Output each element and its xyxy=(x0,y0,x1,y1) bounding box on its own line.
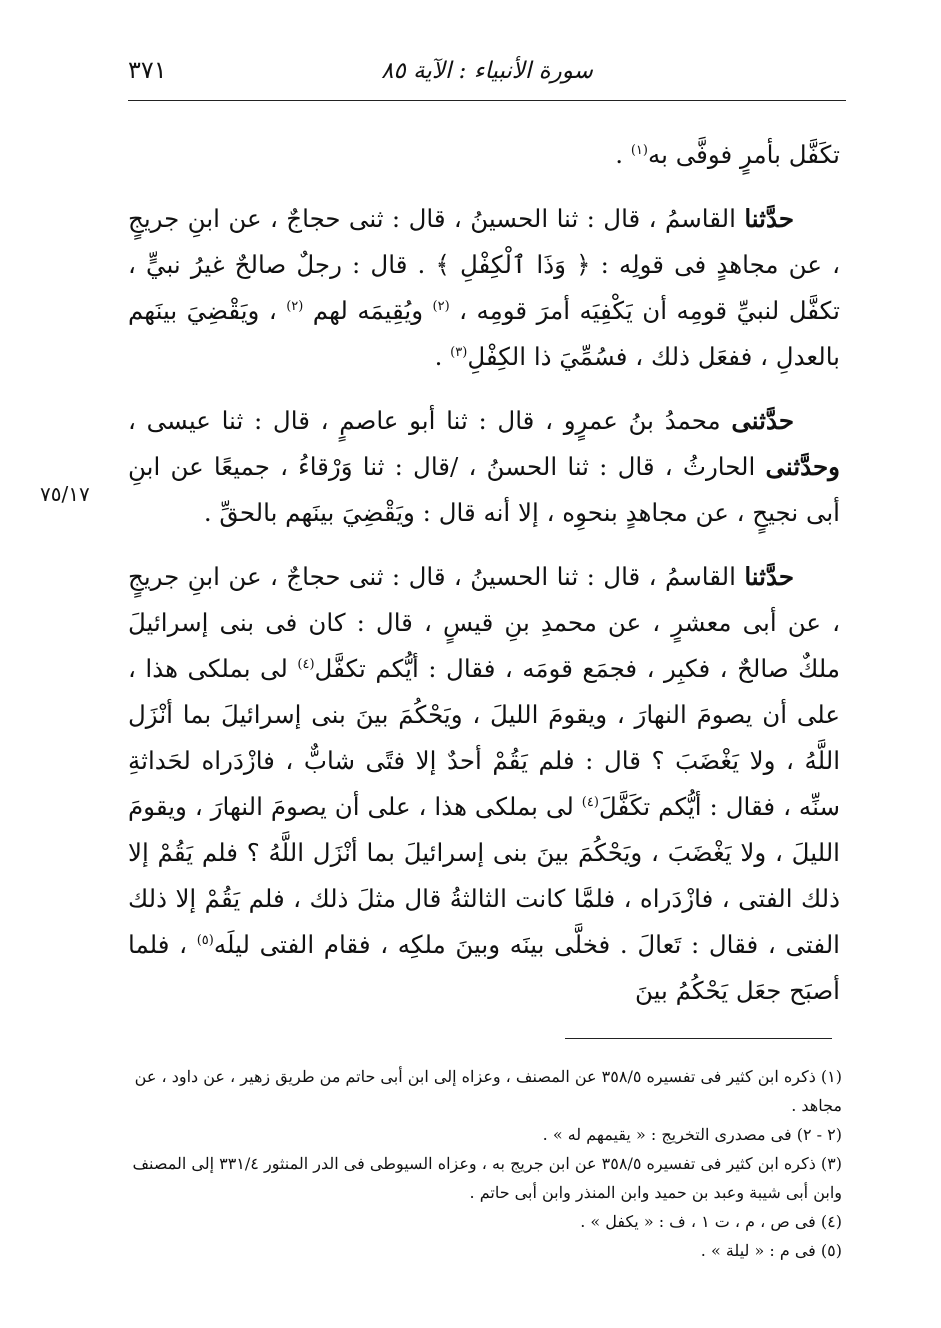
paragraph-3: حدَّثنى محمدُ بنُ عمرٍو ، قال : ثنا أبو عاصمٍ ، قال : ثنا عيسى ، وحدَّثنى الحارثُ ، قال : ثنا الحسنُ ، /قال : ثنا وَرْقاءُ ، جميعًا عن ابنِ أبى نجيحٍ ، عن مجاهدٍ بنحوِه ، إلا أنه قال : ويَقْضِيَ بينَهم بالحقِّ . xyxy=(128,406,840,527)
footnote-marker: (٥) xyxy=(196,932,214,948)
main-text xyxy=(128,132,840,1032)
running-header xyxy=(128,50,846,101)
footnote: (١) ذكره ابن كثير فى تفسيره ٣٥٨/٥ عن المصنف ، وعزاه إلى ابن أبى حاتم من طريق زهير ، عن داود ، عن مجاهد . xyxy=(134,1067,842,1115)
footnote-separator xyxy=(565,1038,832,1039)
footnote-marker: (١) xyxy=(630,142,648,158)
paragraph-4: حدَّثنا القاسمُ ، قال : ثنا الحسينُ ، قال : ثنى حجاجٌ ، عن ابنِ جريجٍ ، عن أبى معشرٍ ، عن محمدِ بنِ قيسٍ ، قال : كان فى بنى إسرائيلَ ملكٌ صالحٌ ، فكبِر ، فجمَع قومَه ، فقال : أيُّكم تكفَّل$^{(٤)}$ لى بملكى هذا ، على أن يصومَ النهارَ ، ويقومَ الليلَ ، ويَحْكُمَ بينَ بنى إسرائيلَ بما أنْزَل اللَّهُ ، ولا يَغْضَبَ ؟ قال : فلم يَقُمْ أحدٌ إلا فتًى شابٌّ ، فازْدَراه لحَداثةِ سنِّه ، فقال : أيُّكم تكَفَّلَ$^{(٤)}$ لى بملكى هذا ، على أن يصومَ النهارَ ، ويقومَ الليلَ ، ولا يَغْضَبَ ، ويَحْكُمَ بينَ بنى إسرائيلَ بما أنْزَل اللَّهُ ؟ فلم يَقُمْ إلا ذلك الفتى ، فازْدَراه ، فلمَّا كانت الثالثةُ قال مثلَ ذلك ، فلم يَقُمْ إلا ذلك الفتى ، فقال : تَعالَ . فخلَّى بينَه وبينَ ملكِه ، فقام الفتى ليلَه$^{(٥)}$ ، فلما أصبَح جعَل يَحْكُمُ بينَ xyxy=(128,562,841,1005)
isnad-lead: حدَّثنا xyxy=(744,204,794,233)
footnote-marker: (٤) xyxy=(297,656,315,672)
footnote-marker: (٣) xyxy=(450,344,468,360)
page-number: ٣٧١ xyxy=(128,56,167,84)
paragraph-2: حدَّثنا القاسمُ ، قال : ثنا الحسينُ ، قال : ثنى حجاجٌ ، عن ابنِ جريجٍ ، عن مجاهدٍ فى قولِه : ﴿ وَذَا ٱلْكِفْلِ ﴾ . قال : رجلٌ صالحٌ غيرُ نبيٍّ ، تكفَّل لنبيِّ قومِه أن يَكْفِيَه أمرَ قومِه ، $^{(٢)}$ ويُقِيمَه لهم $^{(٢)}$ ، ويَقْضِيَ بينَهم بالعدلِ ، ففعَل ذلك ، فسُمِّيَ ذا الكِفْلِ$^{(٣)}$ . xyxy=(128,204,840,371)
isnad-lead: وحدَّثنى xyxy=(765,452,840,481)
footnote: (٢ - ٢) فى مصدرى التخريج : « يقيمهم له » . xyxy=(542,1125,842,1144)
running-title: سورة الأنبياء : الآية ٨٥ xyxy=(381,58,593,84)
margin-reference: ٧٥/١٧ xyxy=(40,482,90,506)
isnad-lead: حدَّثنى xyxy=(731,406,794,435)
paragraph-1: تكَفَّل بأمرٍ فوفَّى به$^{(١)}$ . xyxy=(615,140,840,169)
footnote: (٤) فى ص ، م ، ت ١ ، ف : « يكفل » . xyxy=(580,1212,842,1231)
isnad-lead: حدَّثنا xyxy=(744,562,794,591)
footnotes xyxy=(120,1062,842,1265)
footnote-marker: (٤) xyxy=(581,794,599,810)
footnote-marker: (٢) xyxy=(432,298,450,314)
footnote: (٥) فى م : « ليلة » . xyxy=(700,1241,842,1260)
footnote: (٣) ذكره ابن كثير فى تفسيره ٣٥٨/٥ عن ابن جريج به ، وعزاه السيوطى فى الدر المنثور ٣٣١/٤ إلى المصنف وابن أبى شيبة وعبد بن حميد وابن المنذر وابن أبى حاتم . xyxy=(132,1154,842,1202)
footnote-marker: (٢) xyxy=(286,298,304,314)
